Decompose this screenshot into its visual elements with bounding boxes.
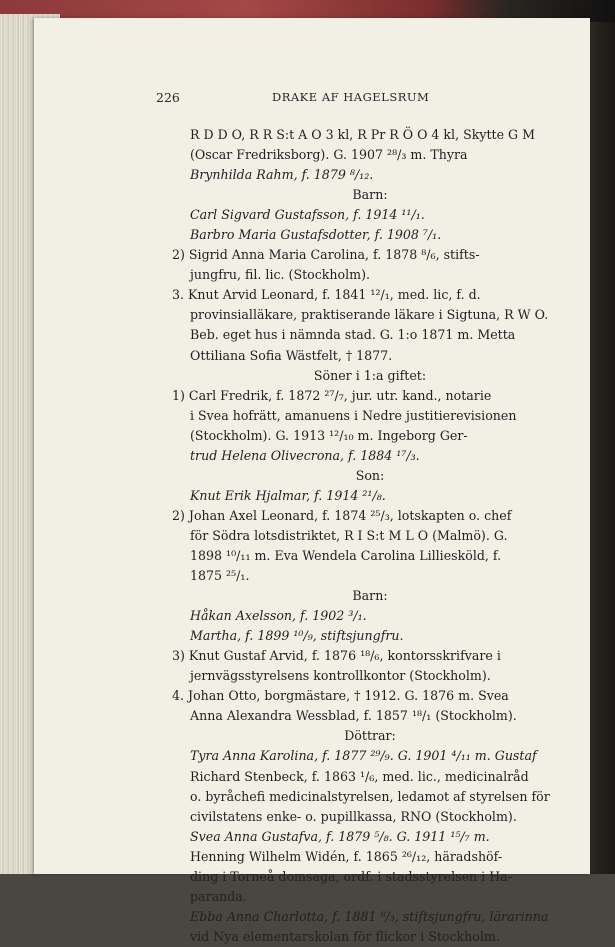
text-line: Ottiliana Sofia Wästfelt, † 1877. xyxy=(190,347,393,363)
text-line: 3) Knut Gustaf Arvid, f. 1876 ¹⁸/₆, kontorsskrifvare i xyxy=(172,648,501,664)
text-line: civilstatens enke- o. pupillkassa, RNO (Stockholm). xyxy=(190,808,517,824)
text-line: Tyra Anna Karolina, f. 1877 ²⁹/₉. G. 1901 ⁴/₁₁ m. Gustaf xyxy=(190,748,537,764)
text-line: Svea Anna Gustafva, f. 1879 ⁵/₈. G. 1911 ¹⁵/₇ m. xyxy=(190,828,490,844)
text-line: för Södra lotsdistriktet, R I S:t M L O (Malmö). G. xyxy=(190,527,508,543)
text-line: Barbro Maria Gustafsdotter, f. 1908 ⁷/₁. xyxy=(190,227,442,243)
text-line: trud Helena Olivecrona, f. 1884 ¹⁷/₃. xyxy=(190,447,420,463)
text-line: 2) Johan Axel Leonard, f. 1874 ²⁵/₃, lotskapten o. chef xyxy=(172,507,512,523)
text-line: Richard Stenbeck, f. 1863 ¹/₆, med. lic., medicinalråd xyxy=(190,768,529,784)
text-line: Brynhilda Rahm, f. 1879 ⁸/₁₂. xyxy=(190,167,374,183)
text-line: Håkan Axelsson, f. 1902 ³/₁. xyxy=(190,608,367,624)
text-line: Ebba Anna Charlotta, f. 1881 ⁸/₃, stiftsjungfru, lärarinna xyxy=(190,908,549,924)
text-line: vid Nya elementarskolan för flickor i Stockholm. xyxy=(190,928,500,944)
text-line: (Oscar Fredriksborg). G. 1907 ²⁸/₃ m. Thyra xyxy=(190,147,468,163)
text-line: jernvägsstyrelsens kontrollkontor (Stockholm). xyxy=(190,668,491,684)
text-line: Knut Erik Hjalmar, f. 1914 ²¹/₈. xyxy=(190,487,386,503)
text-line: Martha, f. 1899 ¹⁰/₉, stiftsjungfru. xyxy=(190,628,404,644)
page-number: 226 xyxy=(156,90,180,105)
genealogy-text xyxy=(172,125,560,947)
text-line: Carl Sigvard Gustafsson, f. 1914 ¹¹/₁. xyxy=(190,207,425,223)
text-line: 1) Carl Fredrik, f. 1872 ²⁷/₇, jur. utr. kand., notarie xyxy=(172,387,492,403)
text-line: 1875 ²⁵/₁. xyxy=(190,568,250,584)
text-line: o. byråchefi medicinalstyrelsen, ledamot af styrelsen för xyxy=(190,788,550,804)
section-heading: Döttrar: xyxy=(344,728,396,744)
text-line: 3. Knut Arvid Leonard, f. 1841 ¹²/₁, med. lic, f. d. xyxy=(172,287,481,303)
text-line: 2) Sigrid Anna Maria Carolina, f. 1878 ⁸/₆, stifts- xyxy=(172,247,480,263)
text-line: paranda. xyxy=(190,888,247,904)
text-line: Anna Alexandra Wessblad, f. 1857 ¹⁸/₁ (Stockholm). xyxy=(190,708,517,724)
binding-shadow xyxy=(590,22,615,874)
section-heading: Barn: xyxy=(352,187,388,203)
text-line: provinsialläkare, praktiserande läkare i Sigtuna, R W O. xyxy=(190,307,549,323)
text-line: i Svea hofrätt, amanuens i Nedre justitierevisionen xyxy=(190,407,517,423)
text-line: Beb. eget hus i nämnda stad. G. 1:o 1871 m. Metta xyxy=(190,327,516,343)
running-head: DRAKE AF HAGELSRUM xyxy=(272,90,430,104)
text-line: Henning Wilhelm Widén, f. 1865 ²⁶/₁₂, häradshöf- xyxy=(190,848,503,864)
text-line: (Stockholm). G. 1913 ¹²/₁₀ m. Ingeborg Ger- xyxy=(190,427,468,443)
section-heading: Barn: xyxy=(352,588,388,604)
section-heading: Söner i 1:a giftet: xyxy=(313,367,427,383)
text-line: R D D O, R R S:t A O 3 kl, R Pr R Ö O 4 kl, Skytte G M xyxy=(190,127,536,142)
text-line: jungfru, fil. lic. (Stockholm). xyxy=(190,267,370,283)
text-line: 1898 ¹⁰/₁₁ m. Eva Wendela Carolina Lilliesköld, f. xyxy=(190,547,502,563)
text-line: ding i Torneå domsaga, ordf. i stadsstyrelsen i Ha- xyxy=(190,868,512,884)
section-heading: Son: xyxy=(355,467,385,483)
text-line: 4. Johan Otto, borgmästare, † 1912. G. 1876 m. Svea xyxy=(172,688,509,704)
page-header xyxy=(156,90,556,106)
